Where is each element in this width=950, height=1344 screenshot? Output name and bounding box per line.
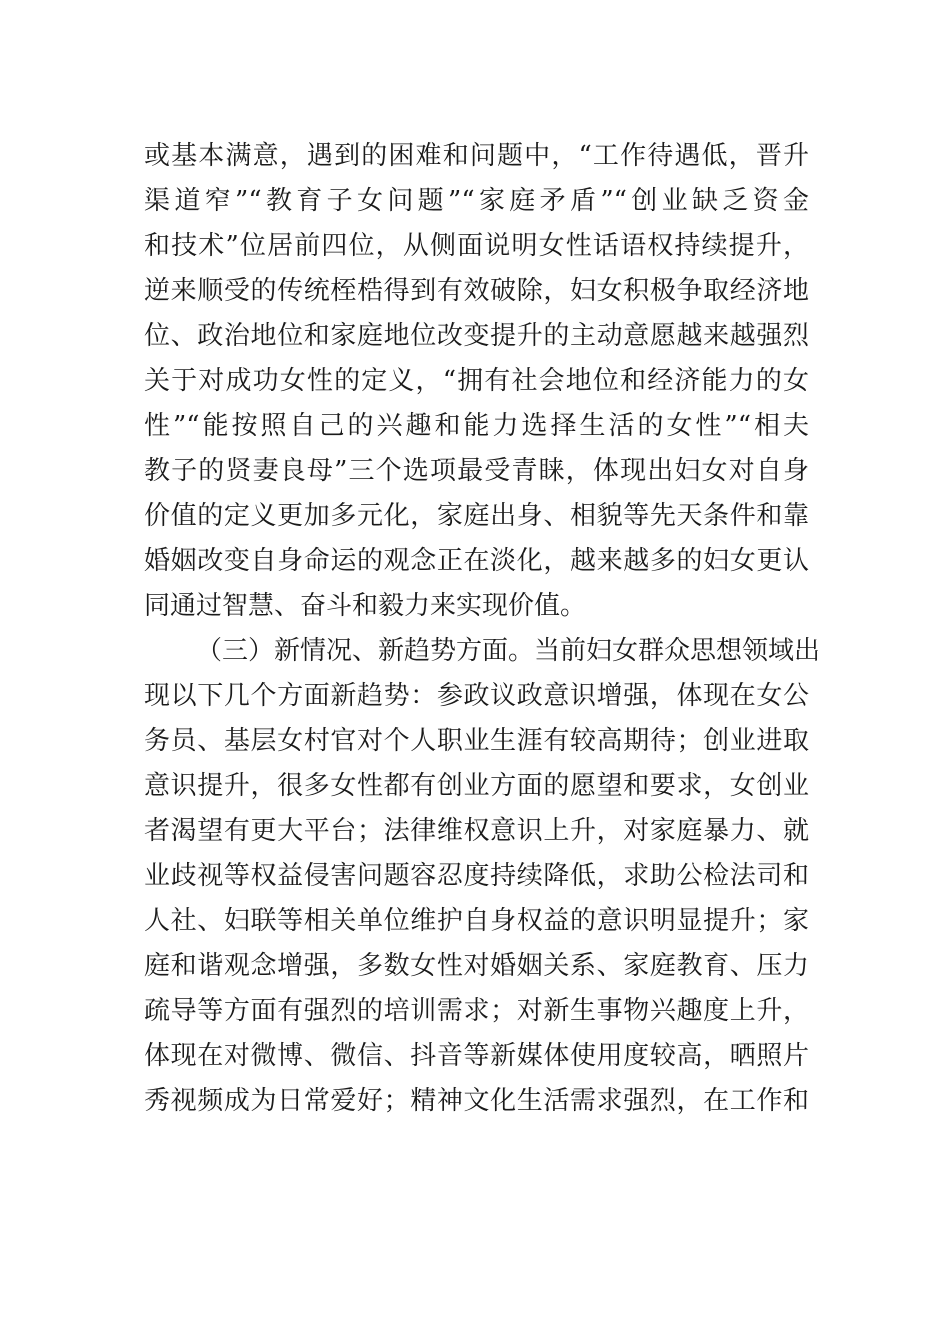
text-line: 同通过智慧、奋斗和毅力来实现价值。 xyxy=(144,591,587,621)
text-line: 位、政治地位和家庭地位改变提升的主动意愿越来越强烈 xyxy=(144,321,809,351)
text-line: 价值的定义更加多元化，家庭出身、相貌等先天条件和靠 xyxy=(144,501,809,531)
text-line: 关于对成功女性的定义，“拥有社会地位和经济能力的女 xyxy=(144,366,809,396)
text-line: 逆来顺受的传统桎梏得到有效破除，妇女积极争取经济地 xyxy=(144,276,809,306)
paragraph-start-line: （三）新情况、新趋势方面。当前妇女群众思想领域出 xyxy=(196,636,821,666)
text-line: 教子的贤妻良母”三个选项最受青睐，体现出妇女对自身 xyxy=(144,456,809,486)
text-line: 疏导等方面有强烈的培训需求；对新生事物兴趣度上升， xyxy=(144,996,809,1026)
text-line: 意识提升，很多女性都有创业方面的愿望和要求，女创业 xyxy=(144,771,809,801)
text-line: 渠道窄”“教育子女问题”“家庭矛盾”“创业缺乏资金 xyxy=(144,186,809,216)
text-line: 者渴望有更大平台；法律维权意识上升，对家庭暴力、就 xyxy=(144,816,809,846)
text-line: 现以下几个方面新趋势：参政议政意识增强，体现在女公 xyxy=(144,681,809,711)
text-line: 婚姻改变自身命运的观念正在淡化，越来越多的妇女更认 xyxy=(144,546,809,576)
text-line: 性”“能按照自己的兴趣和能力选择生活的女性”“相夫 xyxy=(144,411,809,441)
text-line: 业歧视等权益侵害问题容忍度持续降低，求助公检法司和 xyxy=(144,861,809,891)
text-line: 庭和谐观念增强，多数女性对婚姻关系、家庭教育、压力 xyxy=(144,951,809,981)
text-line: 秀视频成为日常爱好；精神文化生活需求强烈，在工作和 xyxy=(144,1086,809,1116)
text-line: 人社、妇联等相关单位维护自身权益的意识明显提升；家 xyxy=(144,906,809,936)
text-line: 务员、基层女村官对个人职业生涯有较高期待；创业进取 xyxy=(144,726,809,756)
text-line: 或基本满意，遇到的困难和问题中，“工作待遇低，晋升 xyxy=(144,141,809,171)
text-line: 体现在对微博、微信、抖音等新媒体使用度较高，晒照片 xyxy=(144,1041,809,1071)
text-line: 和技术”位居前四位，从侧面说明女性话语权持续提升， xyxy=(144,231,809,261)
